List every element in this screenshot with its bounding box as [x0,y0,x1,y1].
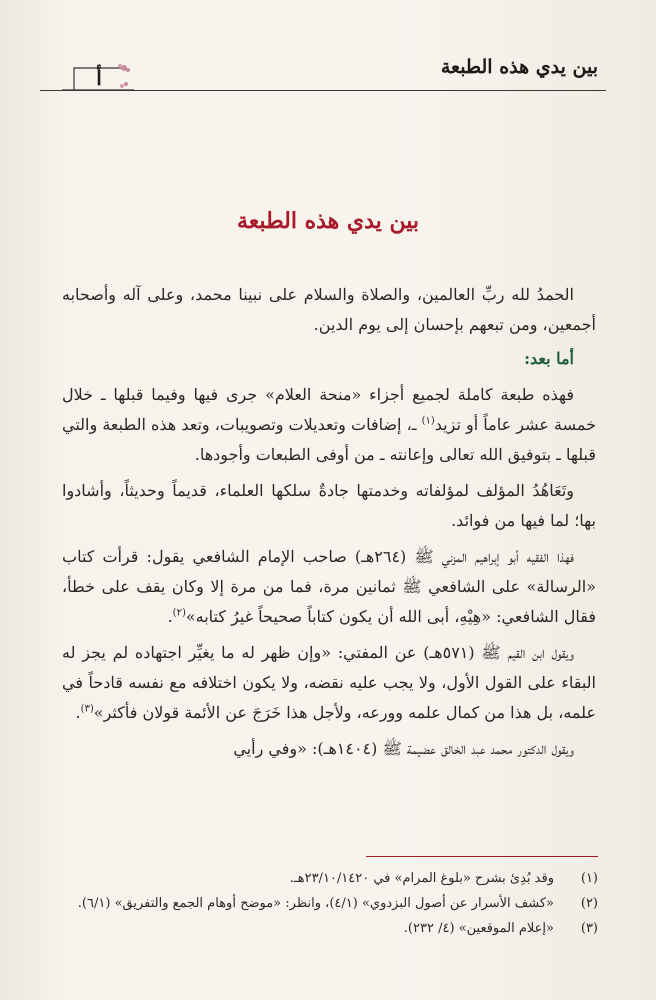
paragraph-opening: الحمدُ لله ربِّ العالمين، والصلاة والسلام على نبينا محمد، وعلى آله وأصحابه أجمعين، ومن تبعهم بإحسان إلى يوم الدين. [62,285,596,334]
paragraph-muzani [62,542,596,632]
footnotes [62,866,598,941]
footnote-separator [366,856,598,857]
footnote-text: «كشف الأسرار عن أصول البزدوي» (٤/١)، وانظر: «موضح أوهام الجمع والتفريق» (٦/١). [77,896,554,911]
footnote-number: (١) [580,871,598,886]
page-number: أ [96,66,102,90]
paragraph-edition-text-a: فهذه طبعة كاملة لجميع أجزاء «منحة العلام» جرى فيها وفيما قبلها ـ خلال خمسة عشر عاماً أو تزيد [62,385,597,434]
paragraph-edition [62,380,596,470]
footnote-item [62,891,598,916]
paragraph-edition-text-b: ـ، إضافات وتعديلات وتصويبات، وتعد هذه الطبعة والتي قبلها ـ بتوفيق الله تعالى وإعانته ـ من أوفى الطبعات وأجودها. [62,415,596,464]
footnote-number: (٢) [580,896,598,911]
footnote-ref-3[interactable]: (٣) [80,703,94,715]
paragraph-ibn-qayyim-text-a: ويقول ابن القيم ﷺ (٥٧١هـ) عن المفتي: «وإن ظهر له ما يغيِّر اجتهاده لم يجز له البقاء على القول الأول، ولا يجب عليه نقضه، ولا يكون اختلافه مع نفسه قادحاً في علمه، بل هذا من كمال علمه وورعه، ولأجل هذا خَرَجَ عن الأئمة قولان فأكثر» [62,643,596,722]
paragraph-ibn-qayyim-text-b: . [75,703,81,722]
running-header-title: بين يدي هذه الطبعة [440,56,598,78]
paragraph-ibn-qayyim [62,638,596,728]
header-rule [40,90,606,91]
footnote-ref-2[interactable]: (٢) [172,607,186,619]
footnote-item [62,866,598,891]
footnote-text: «إعلام الموقعين» (٤/ ٢٣٢). [403,921,554,936]
footnote-item [62,916,598,941]
paragraph-tradition: وتَعَاهُدُ المؤلف لمؤلفاته وخدمتها جادةٌ سلكها العلماء، قديماً وحديثاً، وأشادوا بها؛ لما فيها من فوائد. [62,481,596,530]
bleed-through-text [470,104,656,264]
chapter-title: بين يدي هذه الطبعة [237,208,419,234]
paragraph-muzani-text-a: فهذا الفقيه أبو إبراهيم المزني ﷺ (٢٦٤هـ) صاحب الإمام الشافعي يقول: قرأت كتاب «الرسالة» على الشافعي ﷺ ثمانين مرة، فما من مرة إلا وكان يقف على خطأ، فقال الشافعي: «هِيْهِ، أبى الله أن يكون كتاباً صحيحاً غيرُ كتابه» [62,547,596,626]
body-text [62,280,596,770]
paragraph-muzani-text-b: . [167,607,173,626]
footnote-ref-1[interactable]: (١) [421,415,435,427]
footnote-number: (٣) [580,921,598,936]
paragraph-udaima: ويقول الدكتور محمد عبد الخالق عضيمة ﷺ (١٤٠٤هـ): «وفي رأيي [233,739,574,758]
footnote-text: وقد بُدِئ بشرح «بلوغ المرام» في ٢٣/١٠/١٤٢٠هـ. [289,871,554,886]
section-label-amma-baad: أما بعد: [524,349,574,368]
